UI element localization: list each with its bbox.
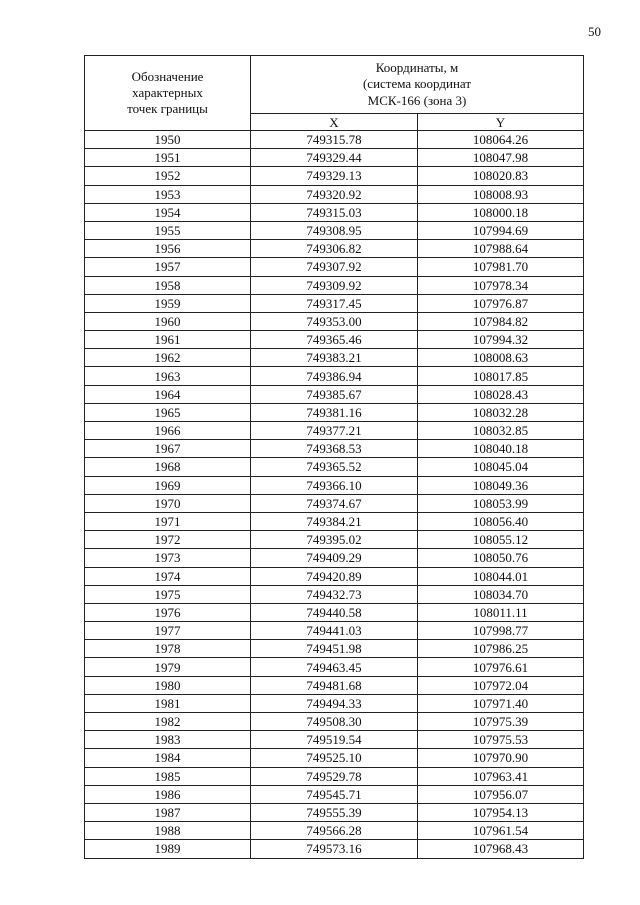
x-cell: 749385.67	[251, 385, 418, 403]
x-cell: 749308.95	[251, 221, 418, 239]
x-cell: 749384.21	[251, 512, 418, 530]
y-cell: 107981.70	[418, 258, 584, 276]
x-cell: 749508.30	[251, 713, 418, 731]
x-cell: 749395.02	[251, 531, 418, 549]
y-cell: 107984.82	[418, 312, 584, 330]
x-cell: 749519.54	[251, 731, 418, 749]
x-cell: 749432.73	[251, 585, 418, 603]
y-cell: 108056.40	[418, 512, 584, 530]
table-row	[85, 803, 584, 821]
point-cell: 1965	[85, 403, 251, 421]
point-cell: 1963	[85, 367, 251, 385]
point-cell: 1970	[85, 494, 251, 512]
table-row	[85, 149, 584, 167]
table-row	[85, 221, 584, 239]
point-cell: 1960	[85, 312, 251, 330]
table-row	[85, 713, 584, 731]
y-cell: 108011.11	[418, 603, 584, 621]
point-cell: 1967	[85, 440, 251, 458]
y-cell: 107978.34	[418, 276, 584, 294]
y-cell: 108028.43	[418, 385, 584, 403]
table-row	[85, 312, 584, 330]
y-cell: 108008.93	[418, 185, 584, 203]
point-cell: 1981	[85, 694, 251, 712]
table-row	[85, 640, 584, 658]
point-cell: 1964	[85, 385, 251, 403]
point-cell: 1976	[85, 603, 251, 621]
y-cell: 107971.40	[418, 694, 584, 712]
y-cell: 108040.18	[418, 440, 584, 458]
point-cell: 1979	[85, 658, 251, 676]
y-cell: 107975.53	[418, 731, 584, 749]
table-row	[85, 676, 584, 694]
table-row	[85, 512, 584, 530]
y-cell: 108055.12	[418, 531, 584, 549]
x-cell: 749315.78	[251, 131, 418, 149]
x-cell: 749365.52	[251, 458, 418, 476]
point-cell: 1977	[85, 622, 251, 640]
table-row	[85, 767, 584, 785]
x-cell: 749329.44	[251, 149, 418, 167]
y-cell: 108017.85	[418, 367, 584, 385]
page-number: 50	[588, 24, 601, 39]
x-cell: 749463.45	[251, 658, 418, 676]
point-designation-header	[85, 56, 251, 131]
table-row	[85, 567, 584, 585]
y-cell: 108047.98	[418, 149, 584, 167]
y-cell: 108049.36	[418, 476, 584, 494]
table-row	[85, 840, 584, 858]
x-cell: 749409.29	[251, 549, 418, 567]
table-row	[85, 749, 584, 767]
table-row	[85, 167, 584, 185]
coordinates-header-line: Координаты, м	[375, 60, 459, 76]
y-cell: 108064.26	[418, 131, 584, 149]
point-cell: 1951	[85, 149, 251, 167]
designation-header-line: точек границы	[127, 101, 208, 117]
y-cell: 107994.32	[418, 331, 584, 349]
table-row	[85, 185, 584, 203]
point-cell: 1989	[85, 840, 251, 858]
y-cell: 108032.85	[418, 422, 584, 440]
x-cell: 749366.10	[251, 476, 418, 494]
table-row	[85, 422, 584, 440]
x-cell: 749368.53	[251, 440, 418, 458]
y-cell: 107975.39	[418, 713, 584, 731]
point-cell: 1985	[85, 767, 251, 785]
table-row	[85, 531, 584, 549]
y-cell: 107988.64	[418, 240, 584, 258]
table-row	[85, 622, 584, 640]
table-row	[85, 440, 584, 458]
point-cell: 1956	[85, 240, 251, 258]
point-cell: 1966	[85, 422, 251, 440]
x-cell: 749386.94	[251, 367, 418, 385]
y-cell: 107963.41	[418, 767, 584, 785]
x-cell: 749365.46	[251, 331, 418, 349]
x-cell: 749317.45	[251, 294, 418, 312]
table-row	[85, 276, 584, 294]
x-cell: 749420.89	[251, 567, 418, 585]
point-cell: 1954	[85, 203, 251, 221]
point-cell: 1972	[85, 531, 251, 549]
x-cell: 749525.10	[251, 749, 418, 767]
x-column-header: X	[251, 114, 418, 131]
x-cell: 749306.82	[251, 240, 418, 258]
table-row	[85, 403, 584, 421]
x-cell: 749309.92	[251, 276, 418, 294]
point-cell: 1969	[85, 476, 251, 494]
point-cell: 1988	[85, 822, 251, 840]
point-cell: 1971	[85, 512, 251, 530]
y-cell: 107956.07	[418, 785, 584, 803]
point-cell: 1953	[85, 185, 251, 203]
x-cell: 749381.16	[251, 403, 418, 421]
y-cell: 107976.87	[418, 294, 584, 312]
x-cell: 749440.58	[251, 603, 418, 621]
x-cell: 749555.39	[251, 803, 418, 821]
table-row	[85, 585, 584, 603]
table-row	[85, 731, 584, 749]
y-cell: 108044.01	[418, 567, 584, 585]
y-cell: 107961.54	[418, 822, 584, 840]
point-cell: 1958	[85, 276, 251, 294]
y-cell: 108008.63	[418, 349, 584, 367]
y-cell: 107986.25	[418, 640, 584, 658]
designation-header-line: характерных	[132, 84, 203, 100]
y-cell: 107998.77	[418, 622, 584, 640]
table-row	[85, 349, 584, 367]
y-cell: 108032.28	[418, 403, 584, 421]
x-cell: 749441.03	[251, 622, 418, 640]
table-row	[85, 331, 584, 349]
table-row	[85, 603, 584, 621]
table-row	[85, 131, 584, 149]
x-cell: 749374.67	[251, 494, 418, 512]
point-cell: 1984	[85, 749, 251, 767]
table-row	[85, 203, 584, 221]
y-cell: 108050.76	[418, 549, 584, 567]
table-row	[85, 494, 584, 512]
coordinates-table	[84, 55, 584, 859]
table-row	[85, 294, 584, 312]
y-cell: 108045.04	[418, 458, 584, 476]
table-body	[85, 131, 584, 859]
x-cell: 749383.21	[251, 349, 418, 367]
point-cell: 1986	[85, 785, 251, 803]
x-cell: 749529.78	[251, 767, 418, 785]
x-cell: 749481.68	[251, 676, 418, 694]
table-row	[85, 258, 584, 276]
point-cell: 1978	[85, 640, 251, 658]
table-row	[85, 367, 584, 385]
y-cell: 107968.43	[418, 840, 584, 858]
table-row	[85, 385, 584, 403]
point-cell: 1959	[85, 294, 251, 312]
y-cell: 107970.90	[418, 749, 584, 767]
coordinates-header-line: (система координат	[362, 76, 472, 92]
y-cell: 107954.13	[418, 803, 584, 821]
designation-header-line: Обозначение	[131, 68, 204, 84]
coordinates-header-line: МСК-166 (зона 3)	[367, 92, 467, 108]
point-cell: 1968	[85, 458, 251, 476]
x-cell: 749377.21	[251, 422, 418, 440]
x-cell: 749494.33	[251, 694, 418, 712]
x-cell: 749353.00	[251, 312, 418, 330]
y-cell: 107972.04	[418, 676, 584, 694]
y-cell: 108000.18	[418, 203, 584, 221]
x-cell: 749451.98	[251, 640, 418, 658]
point-cell: 1955	[85, 221, 251, 239]
y-cell: 108053.99	[418, 494, 584, 512]
table-row	[85, 458, 584, 476]
y-cell: 108020.83	[418, 167, 584, 185]
x-cell: 749307.92	[251, 258, 418, 276]
table-row	[85, 658, 584, 676]
point-cell: 1987	[85, 803, 251, 821]
coordinates-header	[251, 56, 584, 114]
y-cell: 108034.70	[418, 585, 584, 603]
x-cell: 749545.71	[251, 785, 418, 803]
point-cell: 1950	[85, 131, 251, 149]
point-cell: 1974	[85, 567, 251, 585]
table-row	[85, 694, 584, 712]
table-row	[85, 785, 584, 803]
table-row	[85, 240, 584, 258]
point-cell: 1961	[85, 331, 251, 349]
table-row	[85, 822, 584, 840]
table-row	[85, 549, 584, 567]
y-column-header: Y	[418, 114, 584, 131]
point-cell: 1957	[85, 258, 251, 276]
point-cell: 1983	[85, 731, 251, 749]
x-cell: 749566.28	[251, 822, 418, 840]
x-cell: 749315.03	[251, 203, 418, 221]
x-cell: 749320.92	[251, 185, 418, 203]
point-cell: 1982	[85, 713, 251, 731]
table-row	[85, 476, 584, 494]
x-cell: 749329.13	[251, 167, 418, 185]
y-cell: 107994.69	[418, 221, 584, 239]
point-cell: 1962	[85, 349, 251, 367]
y-cell: 107976.61	[418, 658, 584, 676]
point-cell: 1973	[85, 549, 251, 567]
point-cell: 1975	[85, 585, 251, 603]
point-cell: 1952	[85, 167, 251, 185]
point-cell: 1980	[85, 676, 251, 694]
x-cell: 749573.16	[251, 840, 418, 858]
